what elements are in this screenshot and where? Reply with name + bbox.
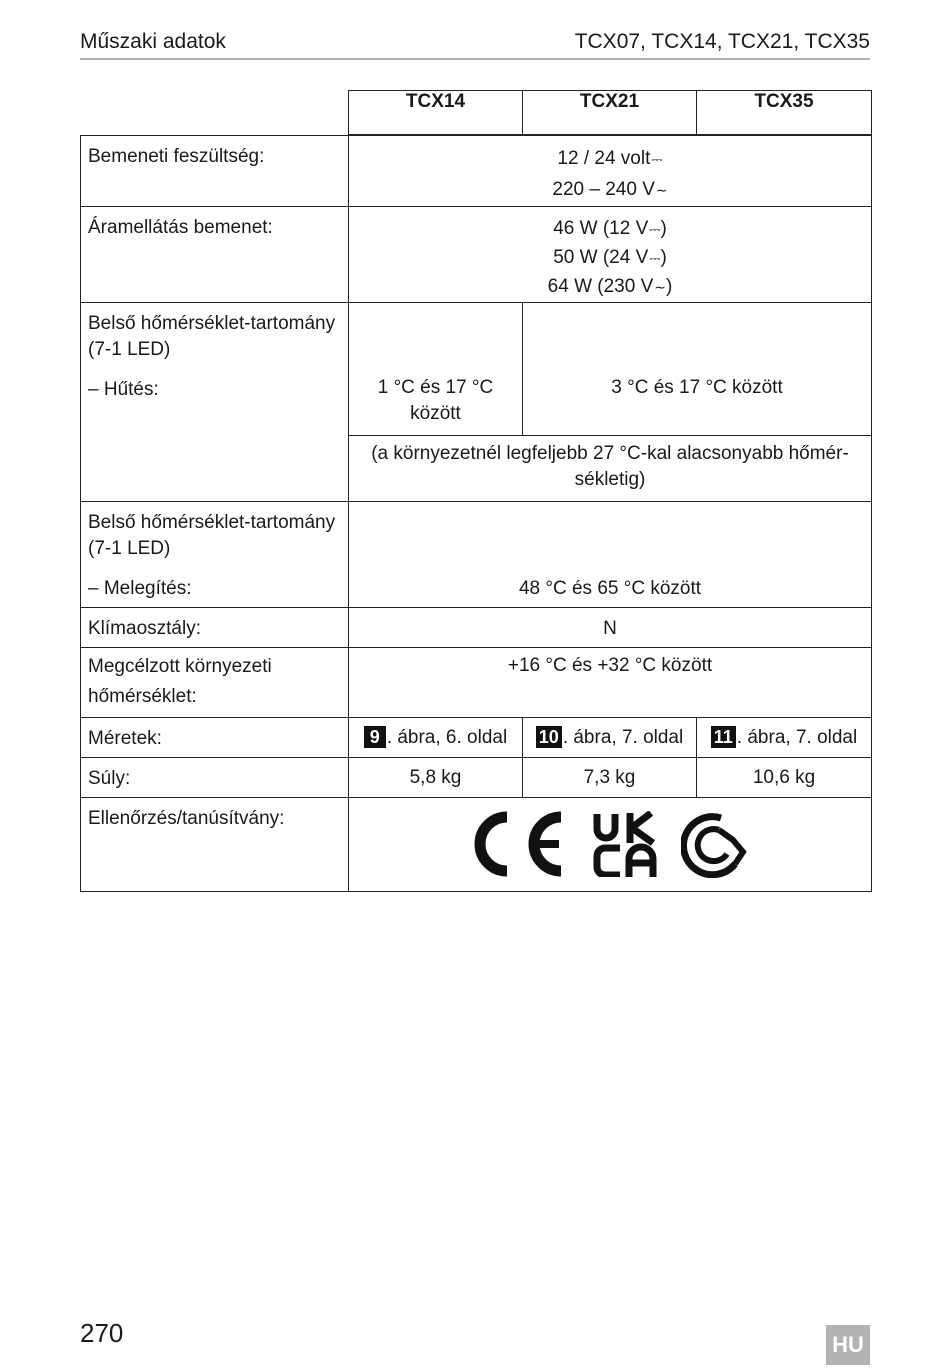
cooling-sub-label: – Hűtés: [88,379,159,400]
certification-marks-cell [349,798,872,892]
ambient-label-line1: Megcélzott környezeti [88,656,272,677]
figure-number-badge: 9 [364,726,386,748]
ambient-label-cell [81,648,349,718]
dimensions-tcx35-cell [697,718,872,758]
cooling-note-cell [349,436,872,502]
table-row [81,608,872,648]
table-row [81,207,872,303]
cooling-tcx14-value: 1 °C és 17 °C között [377,377,494,424]
dc-symbol-icon: ⎓ [649,222,661,238]
dimensions-tcx21-cell [523,718,697,758]
climate-class-label-cell [81,608,349,648]
cooling-note: (a környezetnél legfeljebb 27 °C-kal alacsonyabb hőmér-sékletig) [371,443,849,490]
dimensions-label-cell [81,718,349,758]
dimensions-tcx14-cell [349,718,523,758]
input-voltage-ac: 220 – 240 V∼ [552,179,668,200]
column-header-tcx14: TCX14 [349,91,523,136]
header-blank-cell [81,91,349,136]
power-input-label-cell [81,207,349,303]
cooling-tcx21-35-cell [523,303,872,436]
climate-class-label: Klímaosztály: [88,618,201,639]
heating-value: 48 °C és 65 °C között [518,578,702,599]
power-input-line-24v: 50 W (24 V⎓) [553,247,667,268]
power-input-value-cell [349,207,872,303]
input-voltage-dc: 12 / 24 volt⎓ [557,148,663,169]
heating-value-cell [349,502,872,608]
column-header-tcx21: TCX21 [523,91,697,136]
weight-label: Súly: [88,768,131,789]
figure-number-badge: 11 [711,726,736,748]
cooling-tcx14-cell [349,303,523,436]
table-row [81,303,872,436]
rcm-mark-icon [681,810,747,878]
weight-tcx35-value: 10,6 kg [752,767,816,788]
weight-tcx21-cell [523,758,697,798]
weight-label-cell [81,758,349,798]
figure-reference: . ábra, 7. oldal [562,727,684,748]
input-voltage-value-cell [349,135,872,207]
weight-tcx35-cell [697,758,872,798]
ambient-value: +16 °C és +32 °C között [507,655,713,676]
column-header-tcx35: TCX35 [697,91,872,136]
model-list: TCX07, TCX14, TCX21, TCX35 [574,30,870,53]
language-badge: HU [826,1325,870,1365]
power-input-label: Áramellátás bemenet: [88,217,273,238]
heating-label-line2: (7-1 LED) [88,538,171,559]
cooling-label-cell [81,303,349,502]
header-divider [80,58,870,60]
figure-reference: . ábra, 7. oldal [736,727,858,748]
cooling-tcx21-35-value: 3 °C és 17 °C között [611,377,783,398]
weight-tcx21-value: 7,3 kg [583,767,636,788]
table-row [81,502,872,608]
certification-label-cell [81,798,349,892]
heating-label-cell [81,502,349,608]
figure-reference: . ábra, 6. oldal [386,727,508,748]
cooling-label-line1: Belső hőmérséklet-tartomány [88,313,336,334]
weight-tcx14-cell [349,758,523,798]
figure-number-badge: 10 [536,726,562,748]
table-row [81,718,872,758]
table-row [81,135,872,207]
input-voltage-label: Bemeneti feszültség: [88,145,265,167]
cooling-label-line2: (7-1 LED) [88,339,171,360]
certification-label: Ellenőrzés/tanúsítvány: [88,808,285,829]
ac-symbol-icon: ∼ [654,280,666,296]
heating-sub-label: – Melegítés: [88,578,192,599]
power-input-line-230v: 64 W (230 V∼) [547,276,673,297]
table-row [81,798,872,892]
table-row [81,758,872,798]
dc-symbol-icon: ⎓ [649,251,661,267]
ambient-value-cell [349,648,872,718]
table-header-row [81,91,872,136]
heating-label-line1: Belső hőmérséklet-tartomány [88,512,336,533]
climate-class-value-cell [349,608,872,648]
dimensions-label: Méretek: [88,728,162,749]
table-row [81,648,872,718]
dc-symbol-icon: ⎓ [651,152,663,168]
input-voltage-label-cell [81,135,349,207]
ac-symbol-icon: ∼ [655,183,668,199]
ambient-label-line2: hőmérséklet: [88,686,197,707]
page-number: 270 [80,1318,124,1348]
spec-table [80,90,872,892]
climate-class-value: N [603,618,617,639]
ce-mark-icon [473,811,569,877]
weight-tcx14-value: 5,8 kg [409,767,462,788]
power-input-line-12v: 46 W (12 V⎓) [553,218,667,239]
ukca-mark-icon [591,811,659,877]
section-title: Műszaki adatok [80,30,226,53]
